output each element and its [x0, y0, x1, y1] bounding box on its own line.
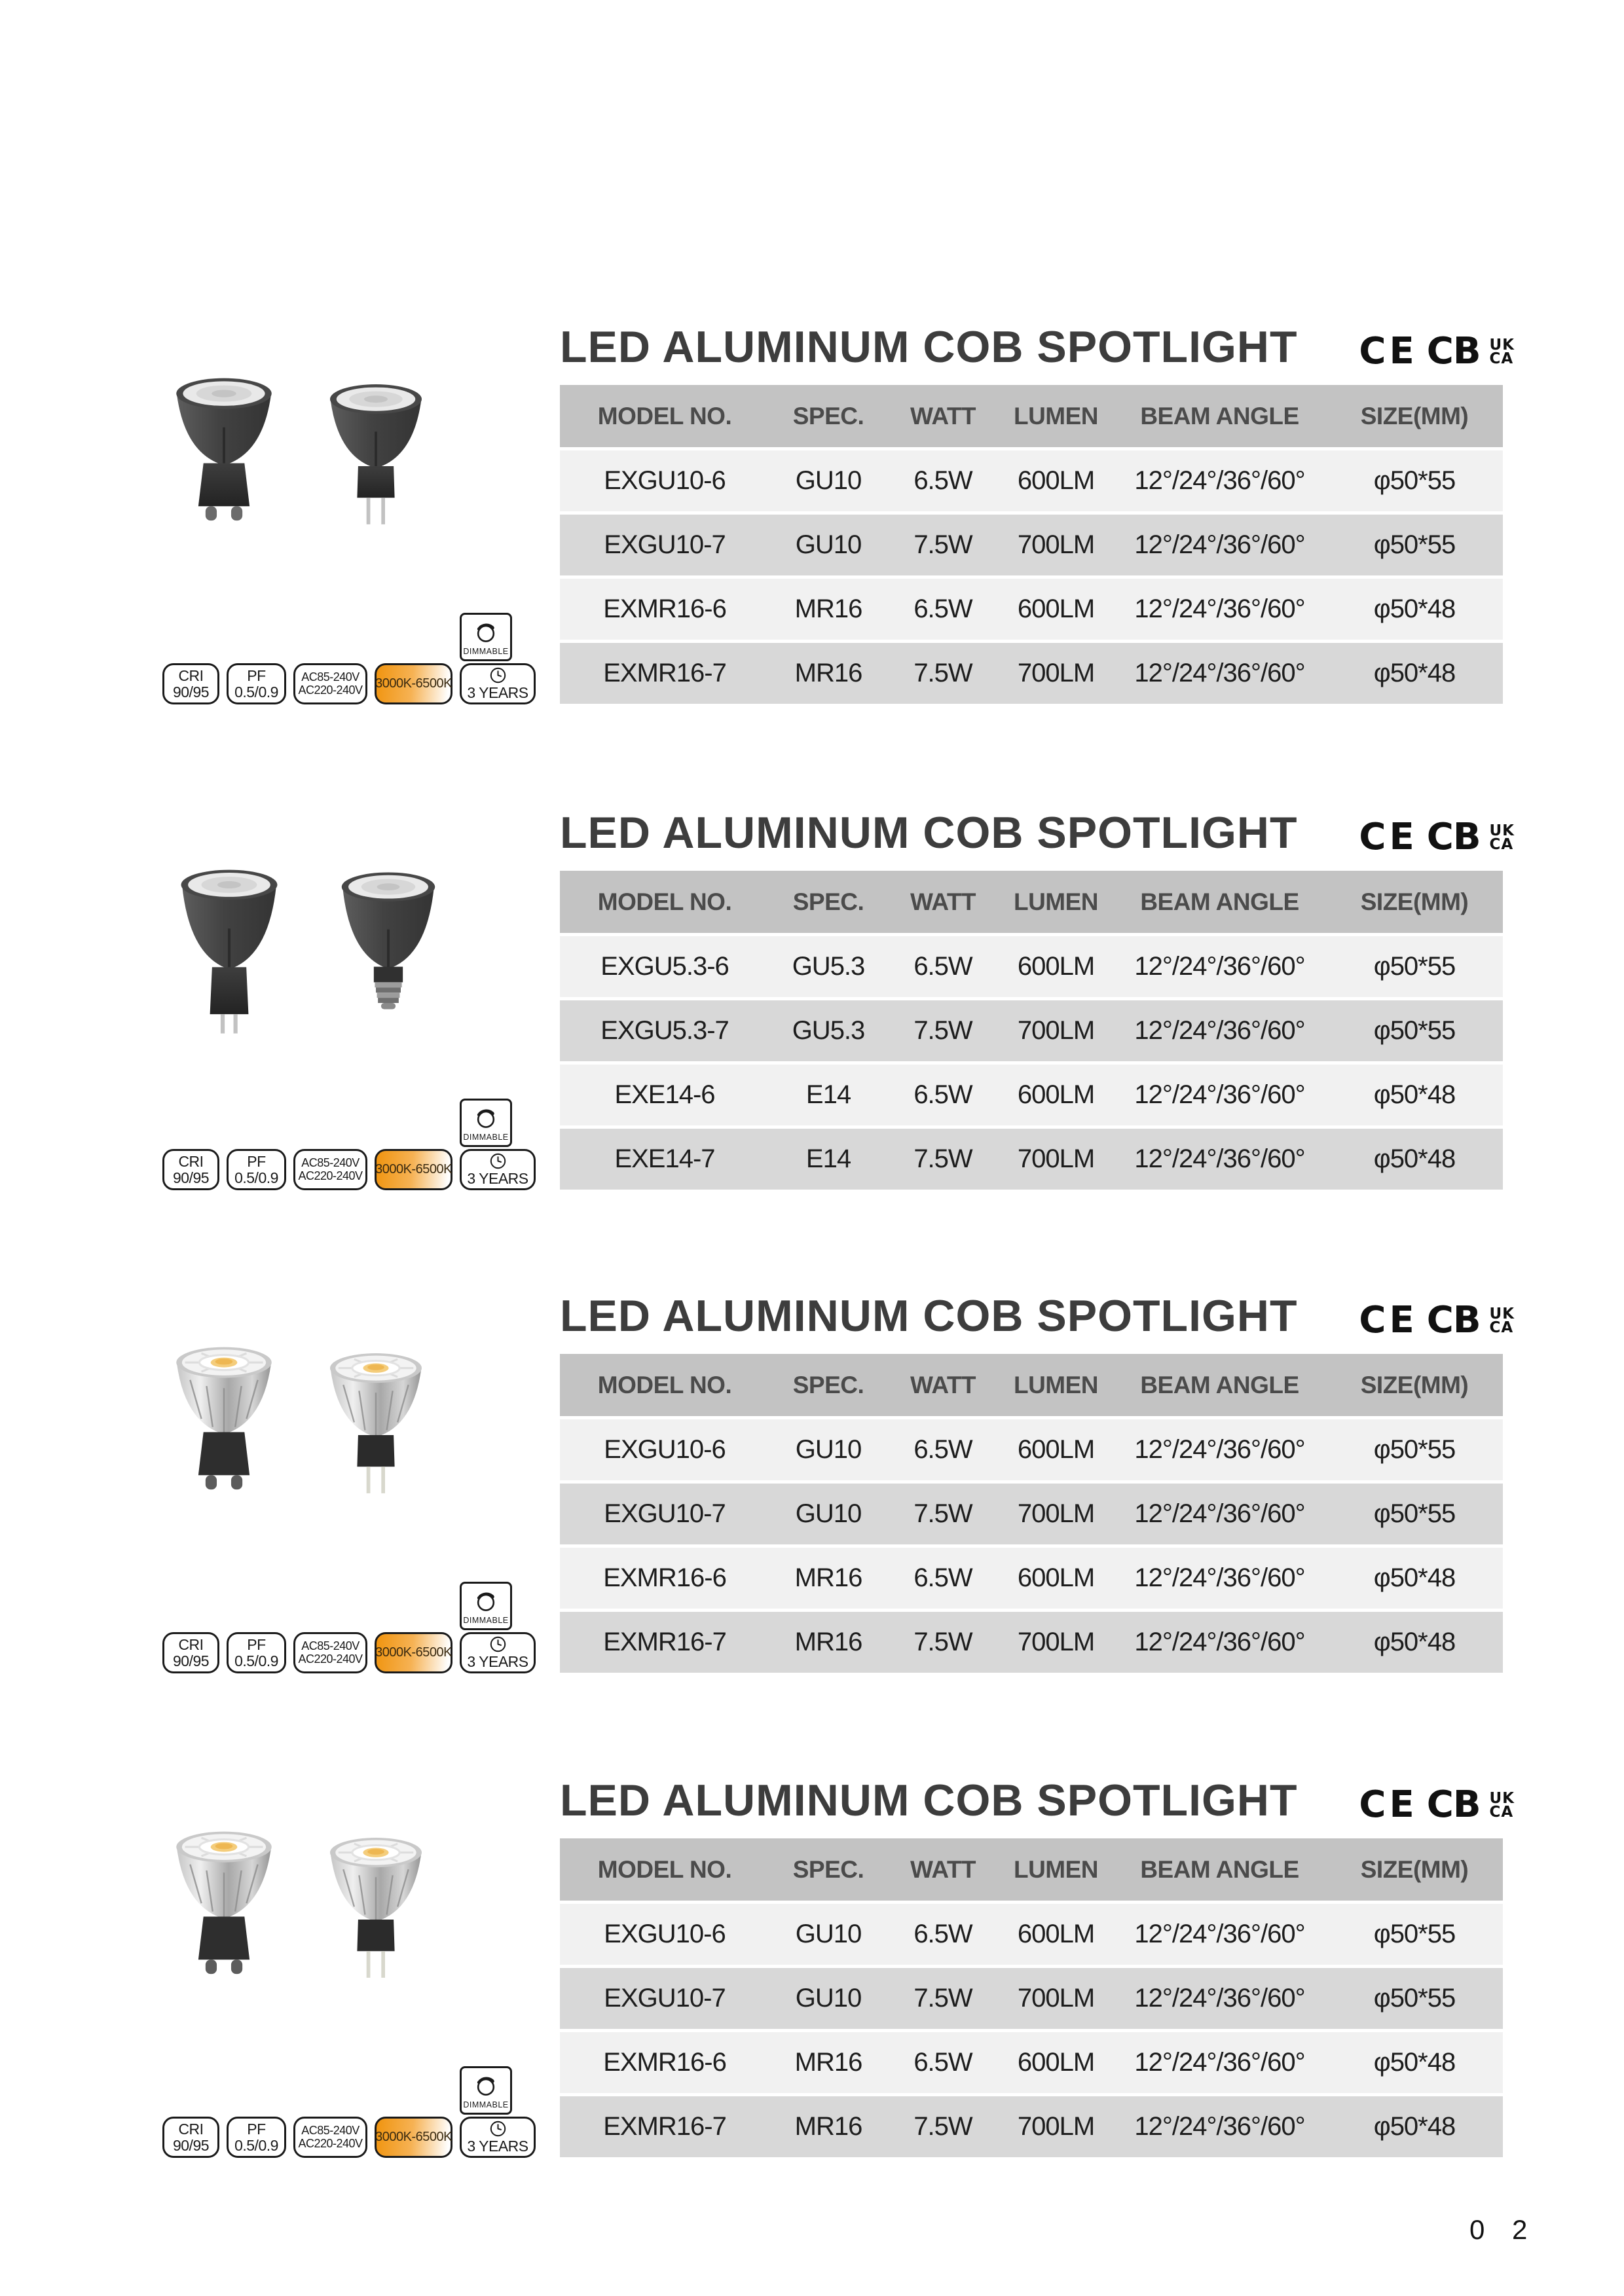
- table-cell: 12°/24°/36°/60°: [1134, 1563, 1305, 1592]
- table-cell: GU10: [795, 466, 862, 495]
- header-cell: BEAM ANGLE: [1140, 402, 1299, 429]
- table-header: [560, 385, 1503, 447]
- table-cell: φ50*48: [1373, 1628, 1456, 1656]
- table-cell: EXMR16-7: [603, 659, 726, 687]
- spec-table: [560, 1354, 1503, 1676]
- header-cell: MODEL NO.: [597, 1855, 732, 1883]
- table-cell: 7.5W: [913, 659, 972, 687]
- table-cell: φ50*55: [1373, 530, 1456, 559]
- table-cell: 12°/24°/36°/60°: [1134, 530, 1305, 559]
- badge-pf-line2: 0.5/0.9: [234, 1169, 278, 1186]
- table-cell: 7.5W: [913, 1984, 972, 2013]
- table-cell: 7.5W: [913, 1016, 972, 1045]
- table-cell: 12°/24°/36°/60°: [1134, 594, 1305, 623]
- cert-ukca-line1: UK: [1489, 822, 1515, 839]
- table-cell: 6.5W: [913, 466, 972, 495]
- table-cell: E14: [805, 1144, 851, 1173]
- product-photos: [0, 295, 537, 622]
- badge-dimmable-label: DIMMABLE: [463, 1615, 509, 1625]
- table-cell: 6.5W: [913, 952, 972, 981]
- cert-ce-mark: CE: [1359, 815, 1418, 858]
- cert-ukca-line2: CA: [1489, 1803, 1514, 1821]
- badge-warranty-label: 3 YEARS: [467, 2138, 528, 2155]
- cert-ukca-mark: [1489, 1789, 1515, 1821]
- table-row: [560, 1548, 1503, 1609]
- table-cell: 6.5W: [913, 2048, 972, 2077]
- product-photo-gu10-silver: [162, 1337, 286, 1511]
- header-cell: BEAM ANGLE: [1140, 1371, 1299, 1398]
- table-cell: φ50*48: [1373, 1080, 1456, 1109]
- certification-marks: [1359, 815, 1515, 858]
- product-photo-mr16-silver: [316, 1343, 436, 1511]
- cert-ukca-line1: UK: [1489, 336, 1515, 354]
- cert-ce-mark: CE: [1359, 1298, 1418, 1341]
- table-cell: 6.5W: [913, 1435, 972, 1464]
- badge-warranty-label: 3 YEARS: [467, 1170, 528, 1188]
- badge-dimmable: [460, 2066, 512, 2115]
- badge-cri-line1: CRI: [178, 2121, 204, 2138]
- badge-pf: [227, 2117, 286, 2158]
- table-cell: φ50*55: [1373, 1435, 1456, 1464]
- dimmer-dial-icon: [472, 1104, 500, 1132]
- badge-dimmable: [460, 613, 512, 661]
- table-cell: 12°/24°/36°/60°: [1134, 1016, 1305, 1045]
- table-cell: 700LM: [1017, 1628, 1095, 1656]
- table-cell: 600LM: [1017, 2048, 1095, 2077]
- product-photos: [0, 1264, 537, 1591]
- badge-warranty-label: 3 YEARS: [467, 684, 528, 702]
- cert-ukca-line1: UK: [1489, 1789, 1515, 1807]
- table-cell: EXMR16-7: [603, 1628, 726, 1656]
- table-cell: EXMR16-6: [603, 594, 726, 623]
- badge-pf-line1: PF: [247, 667, 266, 685]
- cert-ukca-line1: UK: [1489, 1305, 1515, 1322]
- table-cell: EXGU10-7: [604, 1499, 726, 1528]
- cert-ukca-line2: CA: [1489, 835, 1514, 853]
- table-cell: 12°/24°/36°/60°: [1134, 1144, 1305, 1173]
- clock-icon: [489, 666, 507, 684]
- dimmer-dial-icon: [472, 1588, 500, 1615]
- table-cell: GU10: [795, 1984, 862, 2013]
- badge-voltage-line2: AC220-240V: [298, 1169, 363, 1182]
- table-cell: 12°/24°/36°/60°: [1134, 1628, 1305, 1656]
- table-cell: 700LM: [1017, 2112, 1095, 2141]
- header-cell: SPEC.: [792, 1855, 864, 1883]
- section-title: LED ALUMINUM COB SPOTLIGHT: [560, 1776, 1298, 1825]
- table-cell: φ50*55: [1373, 1984, 1456, 2013]
- table-row: [560, 1065, 1503, 1125]
- spec-table: [560, 385, 1503, 707]
- table-cell: 7.5W: [913, 2112, 972, 2141]
- table-cell: 700LM: [1017, 1499, 1095, 1528]
- cert-cb-mark: CB: [1426, 329, 1481, 373]
- table-cell: 12°/24°/36°/60°: [1134, 952, 1305, 981]
- badge-cct: 3000K-6500K: [375, 663, 452, 704]
- cert-ukca-line2: CA: [1489, 350, 1514, 367]
- dimmer-dial-icon: [472, 2072, 500, 2100]
- badge-cri-line1: CRI: [178, 667, 204, 685]
- header-cell: MODEL NO.: [597, 1371, 732, 1398]
- table-cell: 700LM: [1017, 1144, 1095, 1173]
- table-cell: EXMR16-6: [603, 1563, 726, 1592]
- certification-marks: [1359, 1298, 1515, 1341]
- badge-cct: 3000K-6500K: [375, 1632, 452, 1673]
- table-row: [560, 1000, 1503, 1061]
- table-cell: MR16: [794, 2112, 862, 2141]
- cert-ukca-mark: [1490, 824, 1515, 854]
- badge-cri: [162, 2117, 219, 2158]
- table-cell: EXGU10-6: [604, 1435, 726, 1464]
- table-row: [560, 1904, 1503, 1965]
- table-cell: 700LM: [1017, 1984, 1095, 2013]
- table-cell: φ50*48: [1373, 1563, 1456, 1592]
- badge-voltage-line1: AC85-240V: [301, 2124, 360, 2138]
- table-row: [560, 450, 1503, 511]
- table-row: [560, 2096, 1503, 2157]
- table-cell: 12°/24°/36°/60°: [1134, 1984, 1305, 2013]
- badge-dimmable: [460, 1582, 512, 1630]
- badge-pf-line2: 0.5/0.9: [234, 1652, 278, 1669]
- badge-cct: 3000K-6500K: [375, 2117, 452, 2158]
- header-cell: SIZE(MM): [1360, 1855, 1469, 1883]
- table-row: [560, 2032, 1503, 2093]
- badge-warranty: [460, 2117, 536, 2158]
- cert-cb-mark: CB: [1426, 815, 1481, 858]
- table-cell: φ50*55: [1373, 466, 1456, 495]
- badge-voltage: [293, 1632, 367, 1673]
- table-header: [560, 871, 1503, 933]
- table-cell: 12°/24°/36°/60°: [1134, 2048, 1305, 2077]
- table-cell: 600LM: [1017, 952, 1095, 981]
- cert-ukca-mark: [1490, 338, 1515, 368]
- feature-badges: [162, 1149, 536, 1190]
- table-header: [560, 1354, 1503, 1416]
- badge-pf: [227, 1149, 286, 1190]
- table-cell: EXMR16-7: [603, 2112, 726, 2141]
- table-cell: 6.5W: [913, 1920, 972, 1948]
- table-cell: EXE14-6: [614, 1080, 715, 1109]
- table-cell: EXGU10-7: [604, 530, 726, 559]
- badge-cct: 3000K-6500K: [375, 1149, 452, 1190]
- table-cell: GU10: [795, 1435, 862, 1464]
- table-cell: 600LM: [1017, 1563, 1095, 1592]
- product-photo-mr16-silver: [316, 1828, 436, 1995]
- feature-badges: [162, 2117, 536, 2158]
- header-cell: LUMEN: [1013, 1855, 1099, 1883]
- table-header: [560, 1838, 1503, 1901]
- table-cell: MR16: [794, 2048, 862, 2077]
- table-cell: 600LM: [1017, 1920, 1095, 1948]
- badge-pf: [227, 663, 286, 704]
- table-cell: MR16: [794, 1628, 862, 1656]
- page-number: 0 2: [1469, 2214, 1538, 2245]
- badge-pf-line2: 0.5/0.9: [234, 2136, 278, 2154]
- table-row: [560, 936, 1503, 997]
- product-section-1: [0, 295, 1624, 759]
- badge-voltage-line1: AC85-240V: [301, 1156, 360, 1170]
- product-photos: [0, 1748, 537, 2075]
- header-cell: WATT: [910, 1855, 976, 1883]
- table-cell: MR16: [794, 659, 862, 687]
- table-cell: 700LM: [1017, 530, 1095, 559]
- badge-cri: [162, 1632, 219, 1673]
- badge-voltage-line2: AC220-240V: [298, 2136, 363, 2150]
- table-cell: 12°/24°/36°/60°: [1134, 1080, 1305, 1109]
- table-cell: 7.5W: [913, 1499, 972, 1528]
- cert-ce-mark: CE: [1359, 329, 1418, 373]
- badge-voltage-line2: AC220-240V: [298, 1652, 363, 1666]
- header-cell: WATT: [910, 402, 976, 429]
- table-row: [560, 1968, 1503, 2029]
- badge-voltage-line1: AC85-240V: [301, 1639, 360, 1653]
- table-cell: 600LM: [1017, 1080, 1095, 1109]
- badge-cri: [162, 663, 219, 704]
- table-cell: φ50*48: [1373, 2112, 1456, 2141]
- table-cell: E14: [805, 1080, 851, 1109]
- header-cell: SIZE(MM): [1360, 1371, 1469, 1398]
- table-cell: 12°/24°/36°/60°: [1134, 2112, 1305, 2141]
- table-cell: GU5.3: [792, 1016, 865, 1045]
- feature-badges: [162, 663, 536, 704]
- header-cell: BEAM ANGLE: [1140, 1855, 1299, 1883]
- table-cell: EXGU5.3-7: [600, 1016, 729, 1045]
- table-row: [560, 1484, 1503, 1544]
- badge-cri-line2: 90/95: [172, 1652, 210, 1669]
- header-cell: MODEL NO.: [597, 888, 732, 915]
- badge-cri-line2: 90/95: [172, 683, 210, 701]
- header-cell: SIZE(MM): [1360, 888, 1469, 915]
- header-cell: BEAM ANGLE: [1140, 888, 1299, 915]
- badge-cri-line2: 90/95: [172, 2136, 210, 2154]
- table-cell: φ50*48: [1373, 659, 1456, 687]
- table-cell: φ50*55: [1373, 1016, 1456, 1045]
- table-cell: φ50*55: [1373, 1499, 1456, 1528]
- table-cell: φ50*48: [1373, 2048, 1456, 2077]
- table-cell: GU10: [795, 1499, 862, 1528]
- badge-cri-line2: 90/95: [172, 1169, 210, 1186]
- table-row: [560, 1612, 1503, 1673]
- badge-dimmable-label: DIMMABLE: [463, 2100, 509, 2109]
- table-cell: 12°/24°/36°/60°: [1134, 659, 1305, 687]
- clock-icon: [489, 2120, 507, 2138]
- section-title: LED ALUMINUM COB SPOTLIGHT: [560, 808, 1298, 858]
- dimmer-dial-icon: [472, 619, 500, 646]
- badge-pf-line2: 0.5/0.9: [234, 683, 278, 701]
- table-body: [560, 936, 1503, 1190]
- cert-ukca-line2: CA: [1489, 1319, 1514, 1336]
- table-cell: 7.5W: [913, 1628, 972, 1656]
- badge-warranty: [460, 1149, 536, 1190]
- section-title: LED ALUMINUM COB SPOTLIGHT: [560, 322, 1298, 372]
- table-cell: 6.5W: [913, 1563, 972, 1592]
- clock-icon: [489, 1635, 507, 1653]
- badge-cri: [162, 1149, 219, 1190]
- header-cell: LUMEN: [1013, 1371, 1099, 1398]
- product-photos: [0, 780, 537, 1108]
- header-cell: LUMEN: [1013, 402, 1099, 429]
- badge-voltage-line2: AC220-240V: [298, 683, 363, 697]
- table-cell: GU10: [795, 1920, 862, 1948]
- product-section-3: [0, 1264, 1624, 1728]
- table-row: [560, 1129, 1503, 1190]
- cert-ce-mark: CE: [1359, 1783, 1418, 1826]
- table-row: [560, 579, 1503, 640]
- table-row: [560, 643, 1503, 704]
- header-cell: LUMEN: [1013, 888, 1099, 915]
- table-cell: φ50*55: [1373, 1920, 1456, 1948]
- badge-voltage: [293, 2117, 367, 2158]
- product-section-4: [0, 1748, 1624, 2213]
- table-cell: φ50*48: [1373, 1144, 1456, 1173]
- table-row: [560, 1419, 1503, 1480]
- header-cell: SPEC.: [792, 402, 864, 429]
- table-cell: EXGU10-6: [604, 1920, 726, 1948]
- table-row: [560, 515, 1503, 575]
- table-cell: 600LM: [1017, 1435, 1095, 1464]
- table-body: [560, 1904, 1503, 2157]
- table-cell: 12°/24°/36°/60°: [1134, 1499, 1305, 1528]
- certification-marks: [1359, 329, 1515, 373]
- table-cell: 6.5W: [913, 594, 972, 623]
- badge-warranty: [460, 1632, 536, 1673]
- table-cell: 12°/24°/36°/60°: [1134, 466, 1305, 495]
- badge-dimmable: [460, 1099, 512, 1147]
- badge-cri-line1: CRI: [178, 1153, 204, 1171]
- table-cell: EXMR16-6: [603, 2048, 726, 2077]
- badge-warranty: [460, 663, 536, 704]
- table-body: [560, 450, 1503, 704]
- table-cell: 700LM: [1017, 1016, 1095, 1045]
- badge-pf: [227, 1632, 286, 1673]
- product-photo-gu10-dark: [162, 368, 286, 542]
- table-cell: 6.5W: [913, 1080, 972, 1109]
- table-cell: 700LM: [1017, 659, 1095, 687]
- table-cell: MR16: [794, 1563, 862, 1592]
- table-cell: 600LM: [1017, 466, 1095, 495]
- badge-warranty-label: 3 YEARS: [467, 1653, 528, 1671]
- feature-badges: [162, 1632, 536, 1673]
- badge-dimmable-label: DIMMABLE: [463, 646, 509, 656]
- header-cell: MODEL NO.: [597, 402, 732, 429]
- table-cell: 12°/24°/36°/60°: [1134, 1920, 1305, 1948]
- spec-table: [560, 1838, 1503, 2160]
- cert-cb-mark: CB: [1426, 1783, 1481, 1826]
- clock-icon: [489, 1152, 507, 1170]
- cert-ukca-mark: [1490, 1307, 1515, 1337]
- header-cell: SPEC.: [792, 888, 864, 915]
- certification-marks: [1359, 1783, 1515, 1826]
- badge-voltage: [293, 663, 367, 704]
- badge-voltage-line1: AC85-240V: [301, 670, 360, 684]
- table-cell: EXE14-7: [614, 1144, 715, 1173]
- product-photo-gu10-silver: [162, 1821, 286, 1995]
- spec-table: [560, 871, 1503, 1193]
- product-photo-mr16-dark: [316, 374, 436, 542]
- table-cell: EXGU10-6: [604, 466, 726, 495]
- table-cell: EXGU5.3-6: [600, 952, 729, 981]
- badge-dimmable-label: DIMMABLE: [463, 1132, 509, 1142]
- section-title: LED ALUMINUM COB SPOTLIGHT: [560, 1291, 1298, 1341]
- badge-pf-line1: PF: [247, 1636, 266, 1654]
- table-cell: φ50*48: [1373, 594, 1456, 623]
- cert-cb-mark: CB: [1426, 1298, 1481, 1341]
- badge-cri-line1: CRI: [178, 1636, 204, 1654]
- product-section-2: [0, 780, 1624, 1245]
- header-cell: WATT: [910, 1371, 976, 1398]
- header-cell: SIZE(MM): [1360, 402, 1469, 429]
- table-cell: 600LM: [1017, 594, 1095, 623]
- badge-pf-line1: PF: [247, 1153, 266, 1171]
- product-photo-e14-dark: [326, 856, 451, 1050]
- table-cell: GU10: [795, 530, 862, 559]
- header-cell: WATT: [910, 888, 976, 915]
- badge-pf-line1: PF: [247, 2121, 266, 2138]
- header-cell: SPEC.: [792, 1371, 864, 1398]
- table-cell: 7.5W: [913, 530, 972, 559]
- table-cell: 12°/24°/36°/60°: [1134, 1435, 1305, 1464]
- table-cell: 7.5W: [913, 1144, 972, 1173]
- table-body: [560, 1419, 1503, 1673]
- badge-voltage: [293, 1149, 367, 1190]
- table-cell: φ50*55: [1373, 952, 1456, 981]
- table-cell: EXGU10-7: [604, 1984, 726, 2013]
- product-photo-gu53-dark: [165, 856, 293, 1050]
- table-cell: GU5.3: [792, 952, 865, 981]
- table-cell: MR16: [794, 594, 862, 623]
